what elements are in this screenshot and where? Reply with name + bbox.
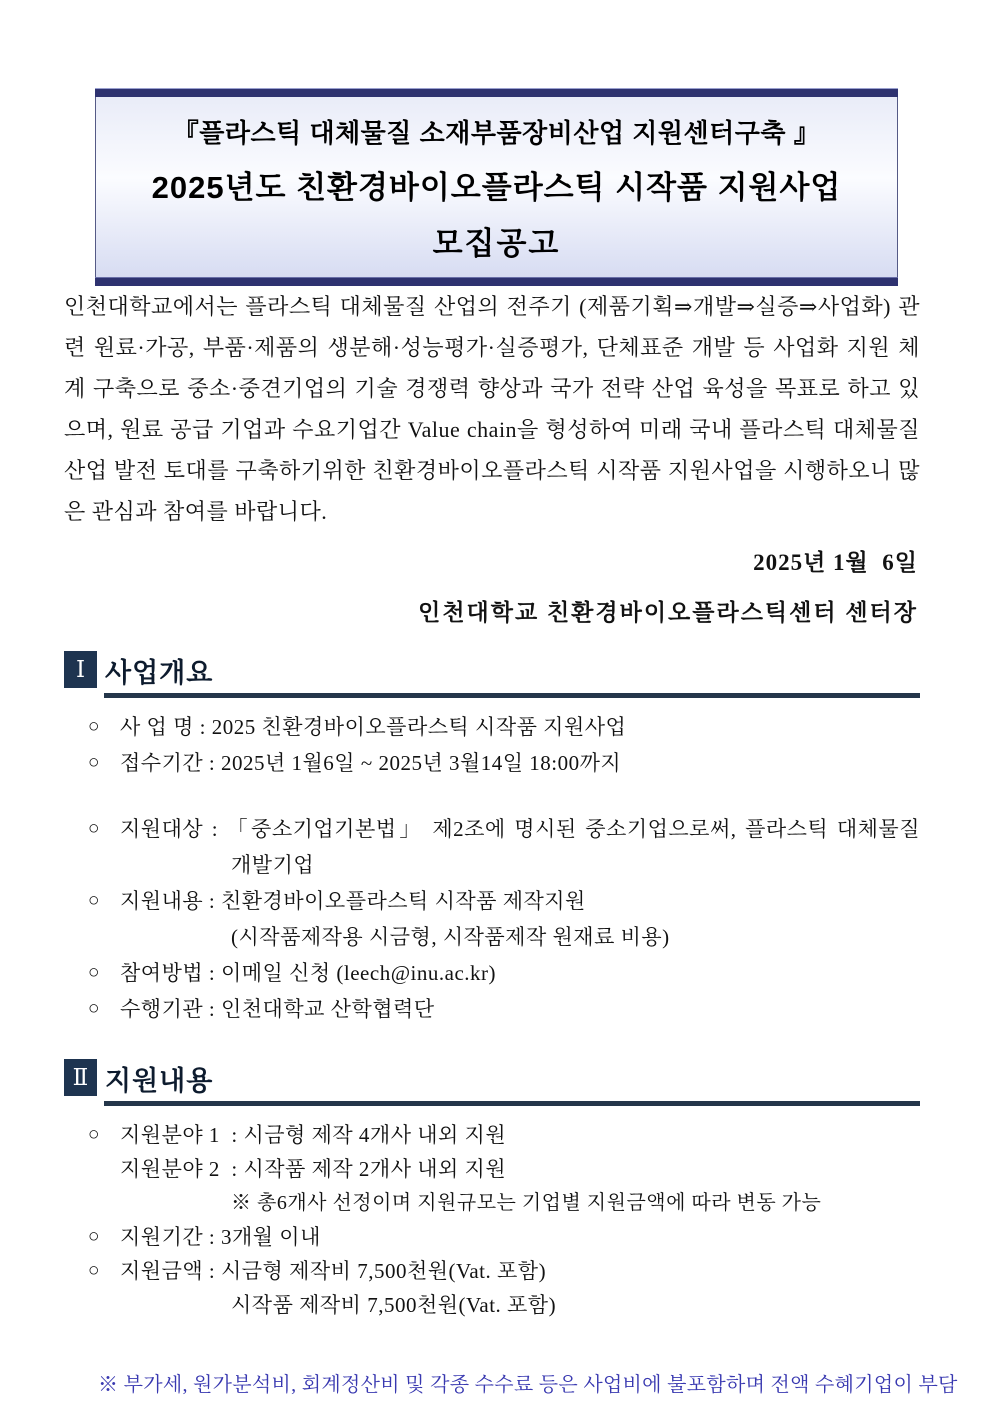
circle-bullet: ○ <box>88 1124 100 1145</box>
circle-bullet: ○ <box>88 1226 100 1247</box>
section-1-underline <box>104 651 920 698</box>
list-item-selection-note <box>64 1186 920 1220</box>
item-text: 참여방법 : 이메일 신청 (leech@inu.ac.kr) <box>120 961 496 985</box>
item-text: 접수기간 : 2025년 1월6일 ~ 2025년 3월14일 18:00까지 <box>120 751 622 775</box>
circle-bullet: ○ <box>88 890 100 911</box>
item-text: 지원분야 2 : 시작품 제작 2개사 내외 지원 <box>120 1157 507 1181</box>
list-item-project-name <box>64 709 920 745</box>
item-text: 지원기간 : 3개월 이내 <box>120 1225 321 1249</box>
list-item-support-period <box>64 1220 920 1254</box>
item-text-continued: 시작품 제작비 7,500천원(Vat. 포함) <box>231 1293 557 1317</box>
section-1-header <box>64 651 920 698</box>
list-item-how-to-apply <box>64 955 920 991</box>
item-text: 사 업 명 : 2025 친환경바이오플라스틱 시작품 지원사업 <box>120 715 627 739</box>
list-item-support-amount <box>64 1254 920 1322</box>
section-1-items <box>64 709 920 1027</box>
circle-bullet: ○ <box>88 962 100 983</box>
footer-disclaimer-note: ※ 부가세, 원가분석비, 회계정산비 및 각종 수수료 등은 사업비에 불포함하며 전액 수혜기업이 부담 <box>98 1374 958 1396</box>
list-item-application-period <box>64 745 920 781</box>
item-text: 지원내용 : 친환경바이오플라스틱 시작품 제작지원 <box>120 889 586 913</box>
list-item-support-content <box>64 883 920 955</box>
document-content <box>64 240 958 1397</box>
announcement-date: 2025년 1월 6일 <box>753 550 918 575</box>
list-item-support-field-2 <box>64 1152 920 1186</box>
bullet-placeholder <box>64 1186 120 1220</box>
list-item-executing-agency <box>64 991 920 1027</box>
section-2-title: 지원내용 <box>105 1066 214 1096</box>
item-text-continued: 개발기업 <box>231 853 315 877</box>
circle-bullet: ○ <box>88 998 100 1019</box>
intro-paragraph: 인천대학교에서는 플라스틱 대체물질 산업의 전주기 (제품기획⇒개발⇒실증⇒사업화) 관련 원료·가공, 부품·제품의 생분해·성능평가·실증평가, 단체표준 개발 등 사업화 지원 체계 구축으로 중소·중견기업의 기술 경쟁력 향상과 국가 전략 산업 육성을 목표로 하고 있으며, 원료 공급 기업과 수요기업간 Value chain을 형성하여 미래 국내 플라스틱 대체물질 산업 발전 토대를 구축하기위한 친환경바이오플라스틱 시작품 지원사업을 시행하오니 많은 관심과 참여를 바랍니다. <box>64 294 920 524</box>
circle-bullet: ○ <box>88 818 100 839</box>
banner-notice-type: 모집공고 <box>432 226 561 261</box>
section-2-header <box>64 1059 920 1106</box>
spacer <box>64 781 920 811</box>
circle-bullet: ○ <box>88 1260 100 1281</box>
item-text: 지원금액 : 시금형 제작비 7,500천원(Vat. 포함) <box>120 1259 547 1283</box>
item-text-continued: (시작품제작용 시금형, 시작품제작 원재료 비용) <box>231 925 670 949</box>
item-text: 수행기관 : 인천대학교 산학협력단 <box>120 997 435 1021</box>
section-2-items <box>64 1118 920 1322</box>
item-text: 지원분야 1 : 시금형 제작 4개사 내외 지원 <box>120 1123 507 1147</box>
list-item-support-field-1 <box>64 1118 920 1152</box>
banner-subtitle: 『플라스틱 대체물질 소재부품장비산업 지원센터구축 』 <box>172 118 821 148</box>
circle-bullet: ○ <box>88 716 100 737</box>
banner-top-bar <box>95 88 898 97</box>
section-1-numeral-box: Ⅰ <box>64 651 97 688</box>
section-2-underline <box>104 1059 920 1106</box>
section-1-title: 사업개요 <box>105 658 214 688</box>
bullet-placeholder <box>64 1152 120 1186</box>
list-item-eligibility <box>64 811 920 883</box>
signature-line: 인천대학교 친환경바이오플라스틱센터 센터장 <box>418 600 918 625</box>
section-2-numeral-box: Ⅱ <box>64 1059 97 1096</box>
item-text: 지원대상 : 「중소기업기본법」 제2조에 명시된 중소기업으로써, 플라스틱 대체물질 <box>120 817 920 841</box>
item-note-text: ※ 총6개사 선정이며 지원규모는 기업별 지원금액에 따라 변동 가능 <box>231 1192 822 1214</box>
circle-bullet: ○ <box>88 752 100 773</box>
banner-title: 2025년도 친환경바이오플라스틱 시작품 지원사업 <box>151 170 842 205</box>
